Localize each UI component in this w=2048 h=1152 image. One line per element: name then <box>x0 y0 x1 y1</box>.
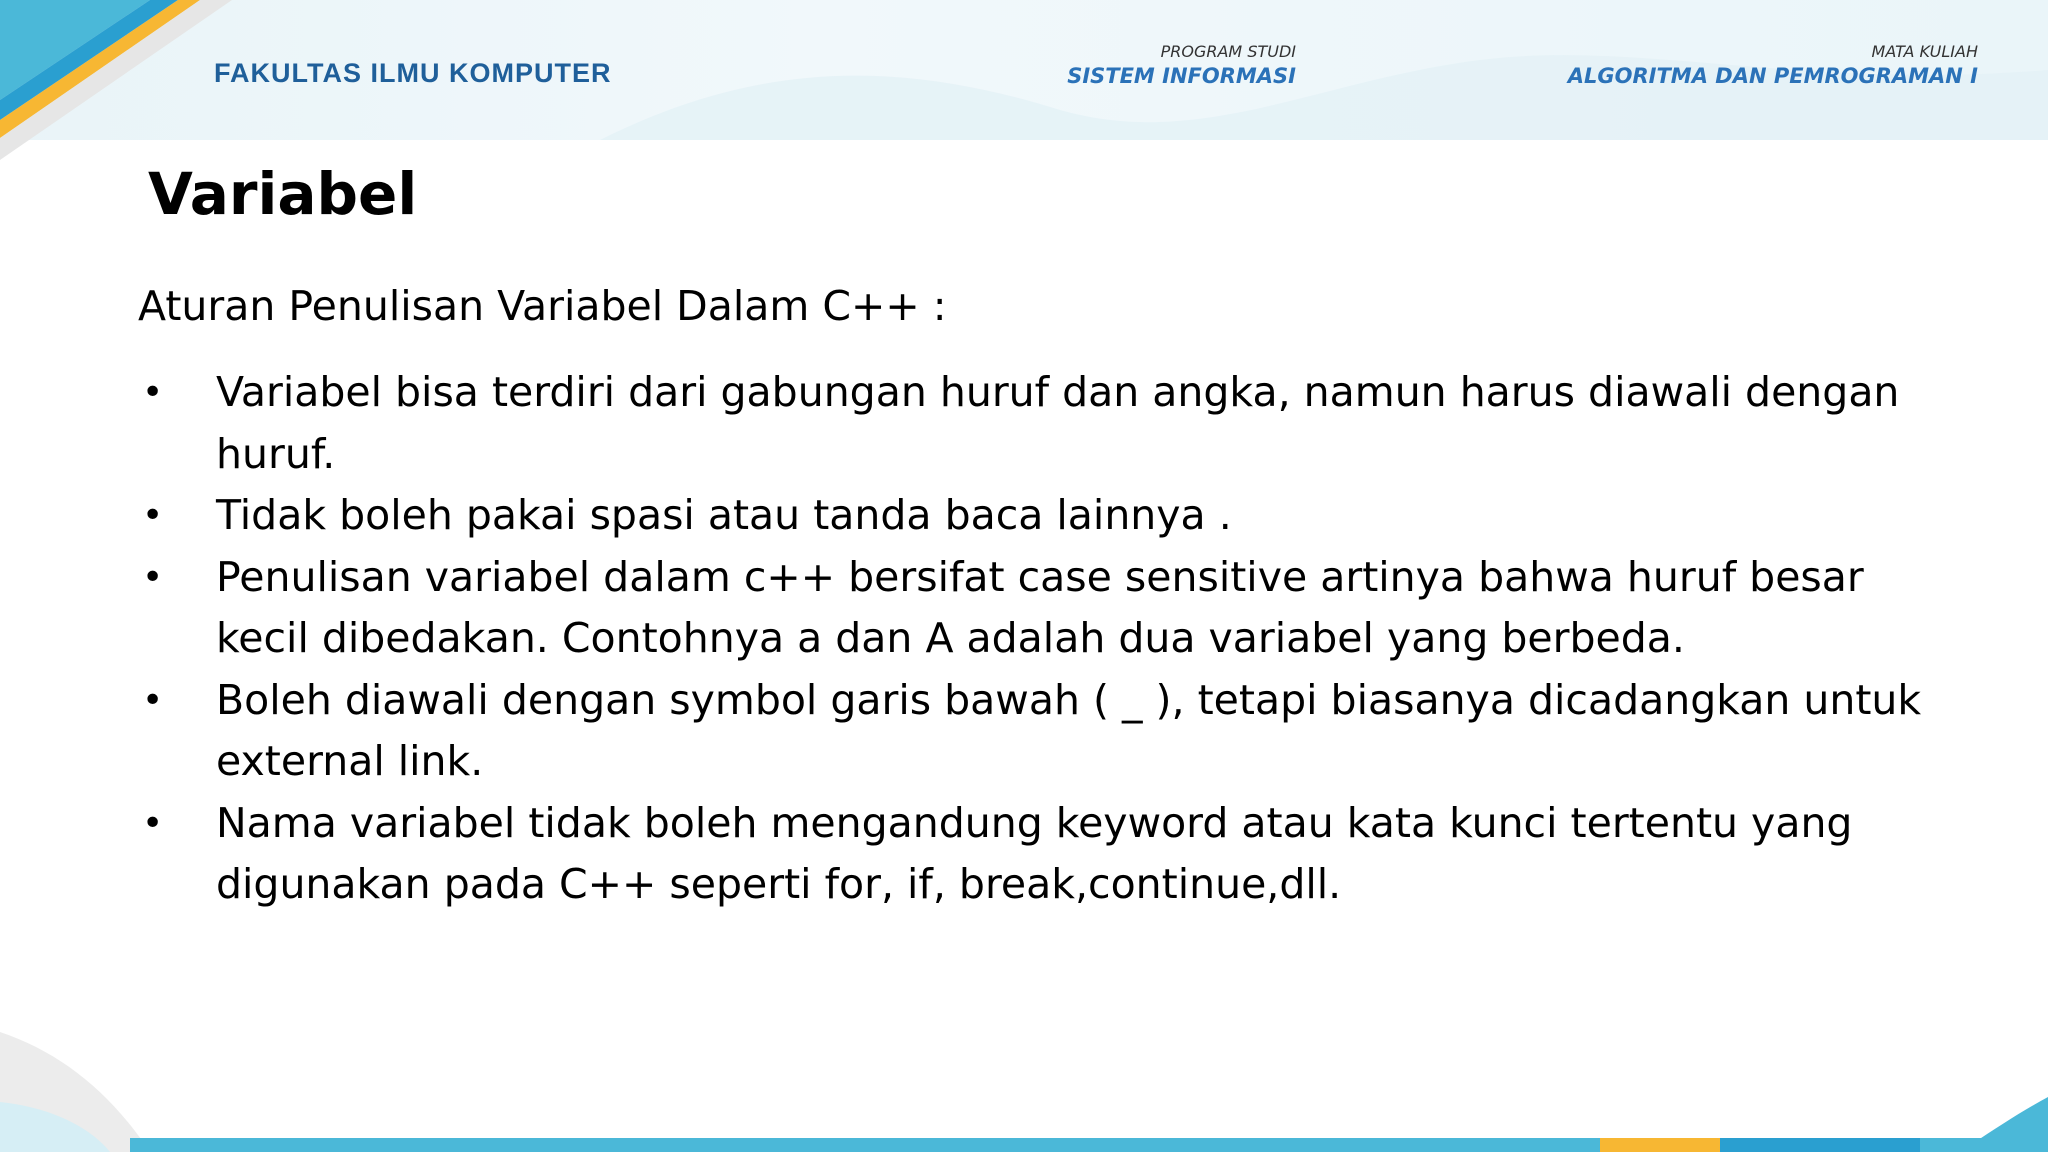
bullet-icon: • <box>142 495 164 536</box>
course-value: ALGORITMA DAN PEMROGRAMAN I <box>1567 64 1978 88</box>
footer-wave-decoration <box>0 992 2048 1152</box>
faculty-name: FAKULTAS ILMU KOMPUTER <box>214 58 612 88</box>
bullet-icon: • <box>142 556 164 598</box>
slide-title: Variabel <box>148 160 418 228</box>
bullet-icon: • <box>142 679 164 721</box>
rules-intro: Aturan Penulisan Variabel Dalam C++ : <box>138 282 947 330</box>
list-item <box>138 793 1928 916</box>
rule-text: Variabel bisa terdiri dari gabungan huruf dan angka, namun harus diawali dengan huruf. <box>216 368 1900 478</box>
program-info <box>1067 42 1296 90</box>
rule-text: Boleh diawali dengan symbol garis bawah ( _ ), tetapi biasanya dicadangkan untuk external link. <box>216 675 1922 785</box>
slide-header <box>0 0 2048 140</box>
bullet-icon: • <box>142 802 164 844</box>
list-item <box>138 485 1928 547</box>
rules-list <box>138 362 1928 916</box>
rule-text: Nama variabel tidak boleh mengandung keyword atau kata kunci tertentu yang digunakan pada C++ seperti for, if, break,continue,dll. <box>216 798 1853 908</box>
bullet-icon: • <box>142 372 164 413</box>
rule-text: Penulisan variabel dalam c++ bersifat case sensitive artinya bahwa huruf besar kecil dibedakan. Contohnya a dan A adalah dua variabel yang berbeda. <box>216 552 1864 662</box>
program-label: PROGRAM STUDI <box>1160 42 1296 61</box>
list-item <box>138 670 1928 793</box>
course-label: MATA KULIAH <box>1871 42 1978 61</box>
program-value: SISTEM INFORMASI <box>1067 64 1296 88</box>
list-item <box>138 362 1928 485</box>
list-item <box>138 547 1928 670</box>
course-info <box>1568 42 1978 90</box>
rule-text: Tidak boleh pakai spasi atau tanda baca lainnya . <box>216 491 1232 539</box>
